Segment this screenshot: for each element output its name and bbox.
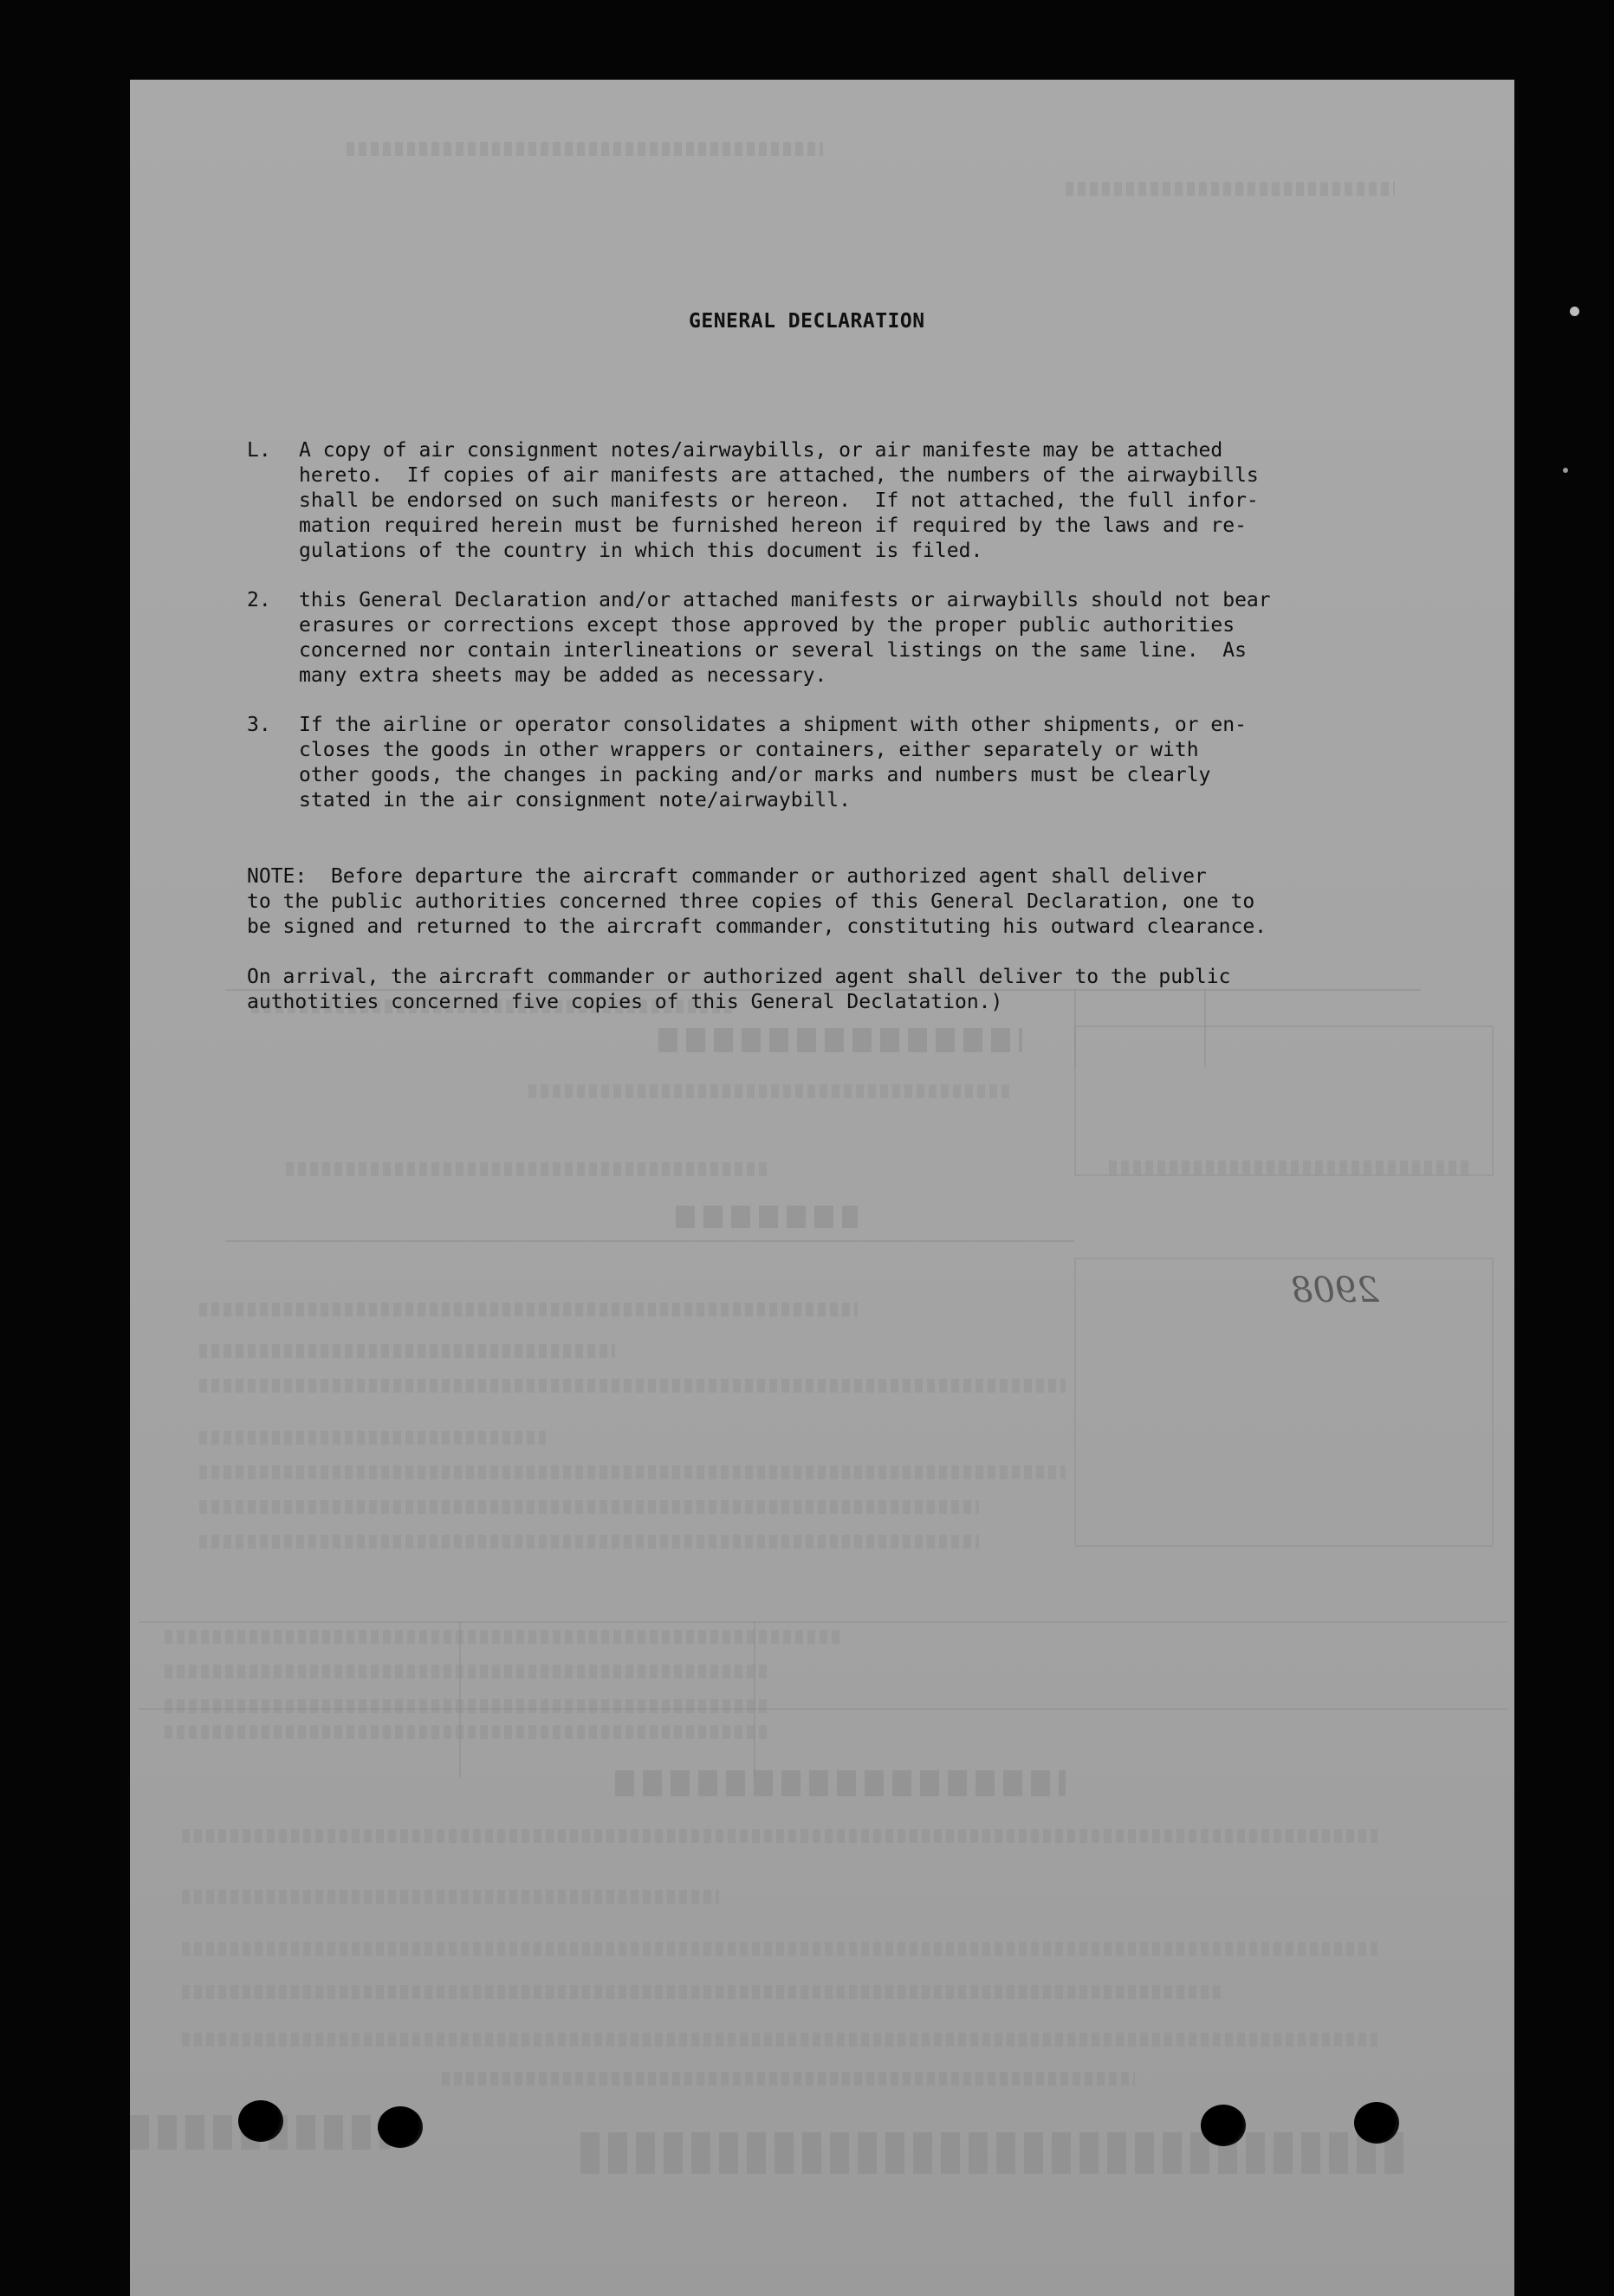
text-line: authotities concerned five copies of this General Declatation.) bbox=[247, 991, 1003, 1013]
text-line: NOTE: Before departure the aircraft commander or authorized agent shall deliver bbox=[247, 865, 1207, 888]
text-line: A copy of air consignment notes/airwaybills, or air manifeste may be attached bbox=[299, 439, 1223, 462]
punch-hole bbox=[238, 2100, 283, 2142]
punch-hole bbox=[1201, 2105, 1246, 2146]
text-line: this General Declaration and/or attached manifests or airwaybills should not bear bbox=[299, 589, 1271, 611]
punch-hole bbox=[378, 2106, 423, 2148]
text-line: If the airline or operator consolidates a shipment with other shipments, or en- bbox=[299, 714, 1247, 736]
departure-note bbox=[247, 864, 1477, 940]
item-text bbox=[299, 438, 1259, 564]
text-line: erasures or corrections except those approved by the proper public authorities bbox=[299, 614, 1235, 637]
text-line: concerned nor contain interlineations or several listings on the same line. As bbox=[299, 639, 1247, 662]
document-title: GENERAL DECLARATION bbox=[689, 310, 925, 333]
punch-hole bbox=[1354, 2102, 1399, 2144]
dust-speck bbox=[1563, 468, 1568, 473]
item-number: L. bbox=[247, 439, 271, 462]
document-page bbox=[130, 80, 1514, 2296]
text-line: gulations of the country in which this document is filed. bbox=[299, 540, 983, 562]
text-line: closes the goods in other wrappers or containers, either separately or with bbox=[299, 739, 1199, 761]
text-line: many extra sheets may be added as necessary. bbox=[299, 664, 827, 687]
text-line: hereto. If copies of air manifests are attached, the numbers of the airwaybills bbox=[299, 464, 1259, 487]
text-line: On arrival, the aircraft commander or authorized agent shall deliver to the public bbox=[247, 966, 1231, 988]
dust-speck bbox=[1570, 307, 1579, 316]
text-line: other goods, the changes in packing and/or marks and numbers must be clearly bbox=[299, 764, 1211, 786]
text-line: shall be endorsed on such manifests or hereon. If not attached, the full infor- bbox=[299, 489, 1259, 512]
item-text bbox=[299, 713, 1247, 813]
item-number: 3. bbox=[247, 714, 271, 736]
declaration-text bbox=[130, 80, 1514, 2296]
text-line: stated in the air consignment note/airwaybill. bbox=[299, 789, 851, 812]
arrival-note bbox=[247, 965, 1477, 1015]
text-line: to the public authorities concerned three copies of this General Declaration, one to bbox=[247, 890, 1255, 913]
text-line: be signed and returned to the aircraft commander, constituting his outward clearance. bbox=[247, 915, 1267, 938]
bleed-through-background: 2908 bbox=[130, 80, 1514, 2296]
item-number: 2. bbox=[247, 589, 271, 611]
item-text bbox=[299, 588, 1271, 689]
text-line: mation required herein must be furnished hereon if required by the laws and re- bbox=[299, 514, 1247, 537]
